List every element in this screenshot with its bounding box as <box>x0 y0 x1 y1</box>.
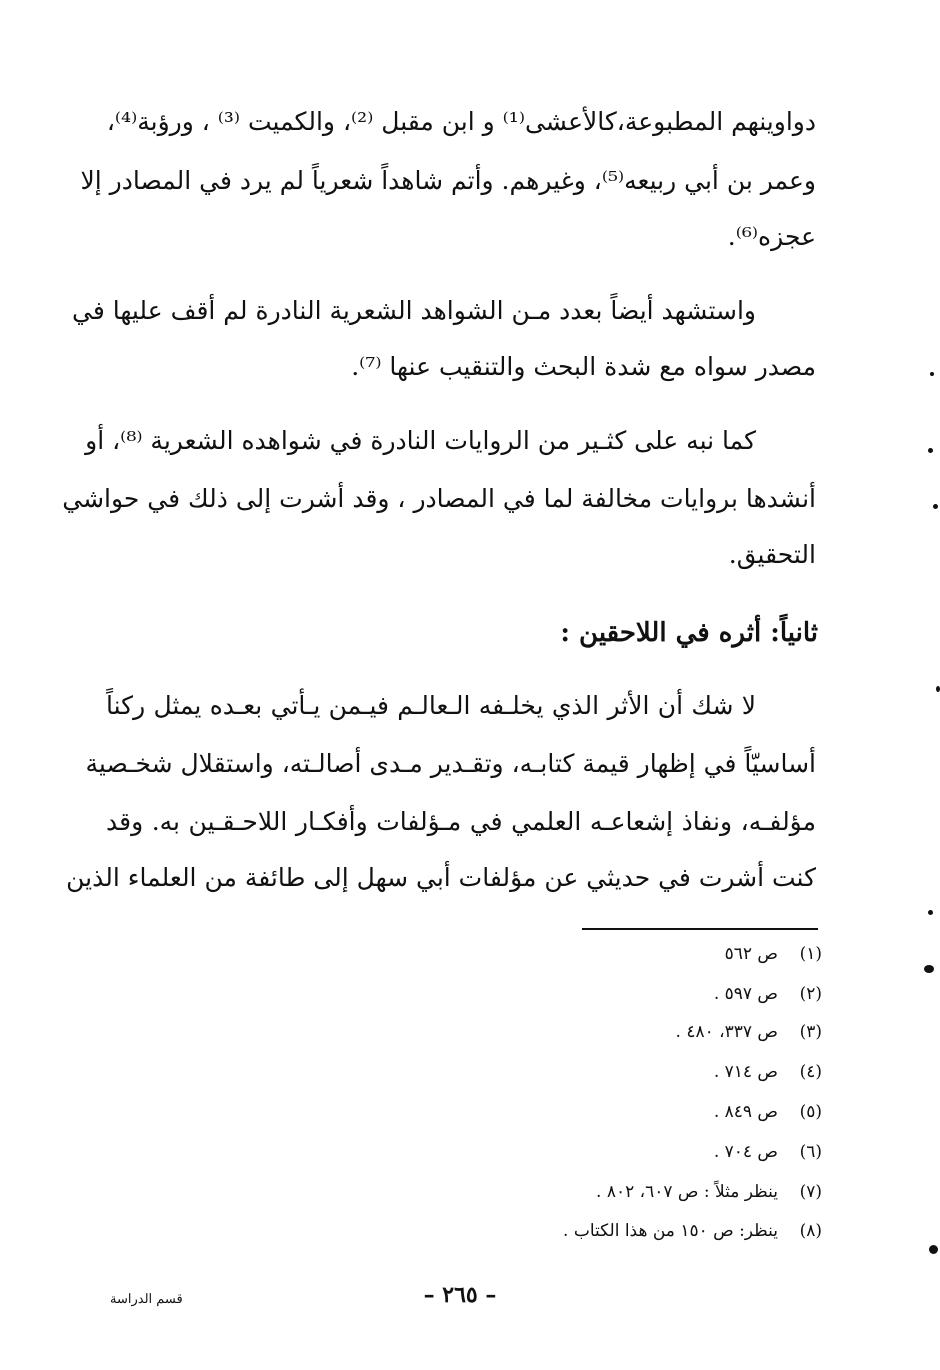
section-heading: ثانياً: أثره في اللاحقين : <box>560 618 818 648</box>
footnote-text: ينظر مثلاً : ص ٦٠٧، ٨٠٢ . <box>596 1182 778 1202</box>
paragraph-3-line-2: أنشدها بروايات مخالفة لما في المصادر ، وقد أشرت إلى ذلك في حواشي <box>62 484 816 513</box>
paragraph-1-line-3: عجزه⁽⁶⁾. <box>727 222 816 251</box>
scan-speck <box>933 504 938 509</box>
footnote-5 <box>714 1099 822 1125</box>
scan-speck <box>930 372 934 376</box>
footnote-text: ص ٧١٤ . <box>713 1062 778 1082</box>
footnote-number: (٢) <box>799 984 822 1004</box>
footnote-3 <box>676 1019 822 1045</box>
footnote-6 <box>714 1139 822 1165</box>
scan-speck <box>928 448 933 453</box>
footnote-text: ص ٥٩٧ . <box>713 984 778 1004</box>
paragraph-4-line-2: أساسيّاً في إظهار قيمة كتابـه، وتقـدير مـدى أصالـته، واستقلال شخـصية <box>85 749 816 778</box>
paragraph-2-line-2: مصدر سواه مع شدة البحث والتنقيب عنها ⁽⁷⁾. <box>351 352 816 381</box>
footnote-separator <box>582 928 818 930</box>
footnote-text: ص ٨٤٩ . <box>713 1102 778 1122</box>
page-number: – ٢٦٥ – <box>423 1282 497 1308</box>
footnote-text: ينظر: ص ١٥٠ من هذا الكتاب . <box>563 1221 778 1241</box>
footnote-number: (٧) <box>799 1182 822 1202</box>
footnote-number: (٦) <box>799 1142 822 1162</box>
footnote-1 <box>725 941 822 967</box>
footnote-7 <box>596 1179 822 1205</box>
footnote-number: (٣) <box>799 1022 822 1042</box>
paragraph-4-line-3: مؤلفـه، ونفاذ إشعاعـه العلمي في مـؤلفات وأفكـار اللاحـقـين به. وقد <box>106 807 816 836</box>
footnote-text: ص ٣٣٧، ٤٨٠ . <box>675 1022 778 1042</box>
footnote-2 <box>714 981 822 1007</box>
footnote-number: (١) <box>799 944 822 964</box>
footnote-number: (٥) <box>799 1102 822 1122</box>
footnote-8 <box>563 1218 822 1244</box>
paragraph-2-line-1: واستشهد أيضاً بعدد مـن الشواهد الشعرية النادرة لم أقف عليها في <box>72 296 756 325</box>
footnote-text: ص ٥٦٢ <box>724 944 778 964</box>
scan-speck <box>929 1245 938 1254</box>
paragraph-3-line-3: التحقيق. <box>728 540 816 569</box>
scan-speck <box>928 910 933 915</box>
footnote-4 <box>714 1059 822 1085</box>
running-footer-label: قسم الدراسة <box>110 1292 183 1307</box>
paragraph-3-line-1: كما نبه على كثـير من الروايات النادرة في شواهده الشعرية ⁽⁸⁾، أو <box>85 426 756 455</box>
footnote-number: (٤) <box>799 1062 822 1082</box>
footnote-text: ص ٧٠٤ . <box>713 1142 778 1162</box>
paragraph-1-line-1: دواوينهم المطبوعة،كالأعشى⁽¹⁾ و ابن مقبل ⁽²⁾، والكميت ⁽³⁾ ، ورؤبة⁽⁴⁾، <box>106 107 816 136</box>
paragraph-4-line-4: كنت أشرت في حديثي عن مؤلفات أبي سهل إلى طائفة من العلماء الذين <box>66 863 816 892</box>
paragraph-4-line-1: لا شك أن الأثر الذي يخلـفه الـعالـم فيـمن يـأتي بعـده يمثل ركناً <box>106 691 756 720</box>
scan-speck <box>936 686 940 692</box>
footnote-number: (٨) <box>799 1221 822 1241</box>
paragraph-1-line-2: وعمر بن أبي ربيعه⁽⁵⁾، وغيرهم. وأتم شاهداً شعرياً لم يرد في المصادر إلا <box>80 166 816 195</box>
scan-speck <box>924 965 934 973</box>
